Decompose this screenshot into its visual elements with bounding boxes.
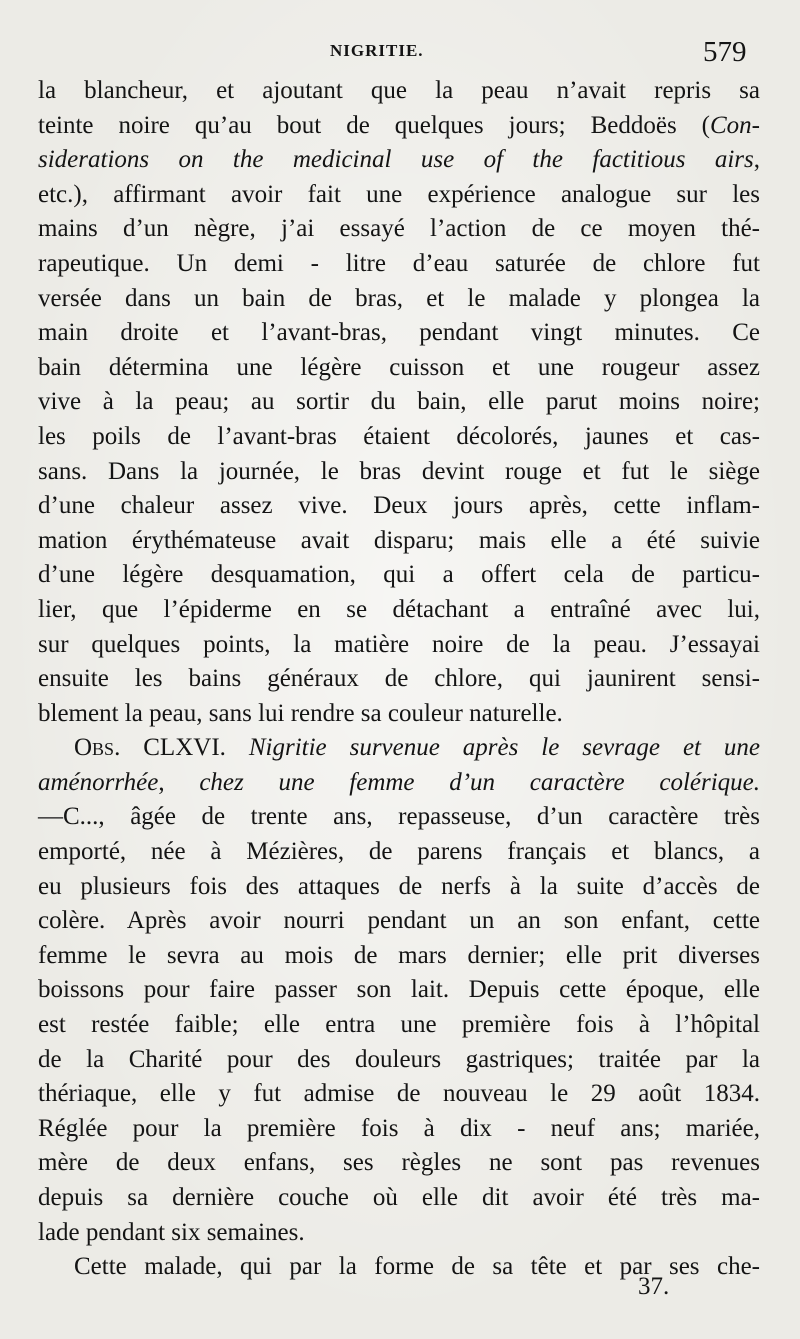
text-line: d’une chaleur assez vive. Deux jours après, cette inflam- [38, 492, 760, 520]
text-line [38, 109, 760, 144]
text-segment: , [158, 768, 200, 796]
text-line: versée dans un bain de bras, et le malade y plongea la [38, 284, 760, 312]
body-text [38, 74, 760, 1285]
text-line: rapeutique. Un demi - litre d’eau saturée de chlore fut [38, 249, 760, 277]
text-line: vive à la peau; au sortir du bain, elle parut moins noire; [38, 388, 760, 416]
text-line: mation érythémateuse avait disparu; mais elle a été suivie [38, 526, 760, 554]
page-number: 579 [703, 36, 747, 68]
text-line: lade pendant six semaines. [38, 1218, 305, 1246]
text-line: est restée faible; elle entra une première fois à l’hôpital [38, 1011, 760, 1039]
text-line: mains d’un nègre, j’ai essayé l’action de ce moyen thé- [38, 215, 760, 243]
text-line: sur quelques points, la matière noire de la peau. J’essayai [38, 630, 760, 658]
running-head [0, 36, 800, 70]
italic-text: Con- [710, 111, 760, 139]
text-line: bain détermina une légère cuisson et une rougeur assez [38, 353, 760, 381]
text-line: eu plusieurs fois des attaques de nerfs à la suite d’accès de [38, 872, 760, 900]
text-line [38, 143, 760, 178]
text-line: blement la peau, sans lui rendre sa couleur naturelle. [38, 699, 563, 727]
text-line: etc.), affirmant avoir fait une expérience analogue sur les [38, 180, 760, 208]
text-line: sans. Dans la journée, le bras devint rouge et fut le siège [38, 457, 760, 485]
italic-text: Nigritie survenue après le sevrage et une [248, 734, 761, 762]
text-segment: teinte noire qu’au bout de quelques jours; Beddoës ( [38, 111, 710, 139]
text-line: ensuite les bains généraux de chlore, qui jaunirent sensi- [38, 665, 760, 693]
text-line: main droite et l’avant-bras, pendant vingt minutes. Ce [38, 319, 760, 347]
text-line [38, 731, 760, 766]
text-line: depuis sa dernière couche où elle dit avoir été très ma- [38, 1184, 760, 1211]
text-line [38, 766, 760, 801]
text-line: Réglée pour la première fois à dix - neuf ans; mariée, [38, 1114, 760, 1142]
text-line: d’une légère desquamation, qui a offert cela de particu- [38, 561, 760, 589]
text-line: de la Charité pour des douleurs gastriques; traitée par la [38, 1045, 760, 1073]
text-line: emporté, née à Mézières, de parens français et blancs, a [38, 838, 760, 866]
text-line: —C..., âgée de trente ans, repasseuse, d’un caractère très [38, 803, 760, 831]
text-line: lier, que l’épiderme en se détachant a entraîné avec lui, [38, 595, 760, 623]
text-line: colère. Après avoir nourri pendant un an son enfant, cette [38, 907, 760, 935]
italic-text: siderations on the medicinal use of the factitious airs [38, 146, 754, 174]
italic-text: chez une femme d’un caractère colérique. [199, 768, 761, 796]
text-segment [226, 734, 249, 761]
text-line: femme le sevra au mois de mars dernier; elle prit diverses [38, 941, 760, 969]
text-line: boissons pour faire passer son lait. Depuis cette époque, elle [38, 976, 760, 1004]
signature-mark: 37. [638, 1273, 670, 1300]
text-line: les poils de l’avant-bras étaient décolorés, jaunes et cas- [38, 422, 760, 450]
text-segment: , [753, 146, 760, 174]
italic-text: aménorrhée [38, 768, 159, 796]
text-line: la blancheur, et ajoutant que la peau n’avait repris sa [38, 77, 760, 104]
observation-label: Obs. CLXVI. [74, 734, 226, 762]
text-line: thériaque, elle y fut admise de nouveau le 29 août 1834. [38, 1080, 760, 1108]
running-title: NIGRITIE. [330, 41, 424, 60]
text-line: mère de deux enfans, ses règles ne sont pas revenues [38, 1149, 760, 1177]
text-line: Cette malade, qui par la forme de sa tête et par ses che- [74, 1253, 760, 1281]
